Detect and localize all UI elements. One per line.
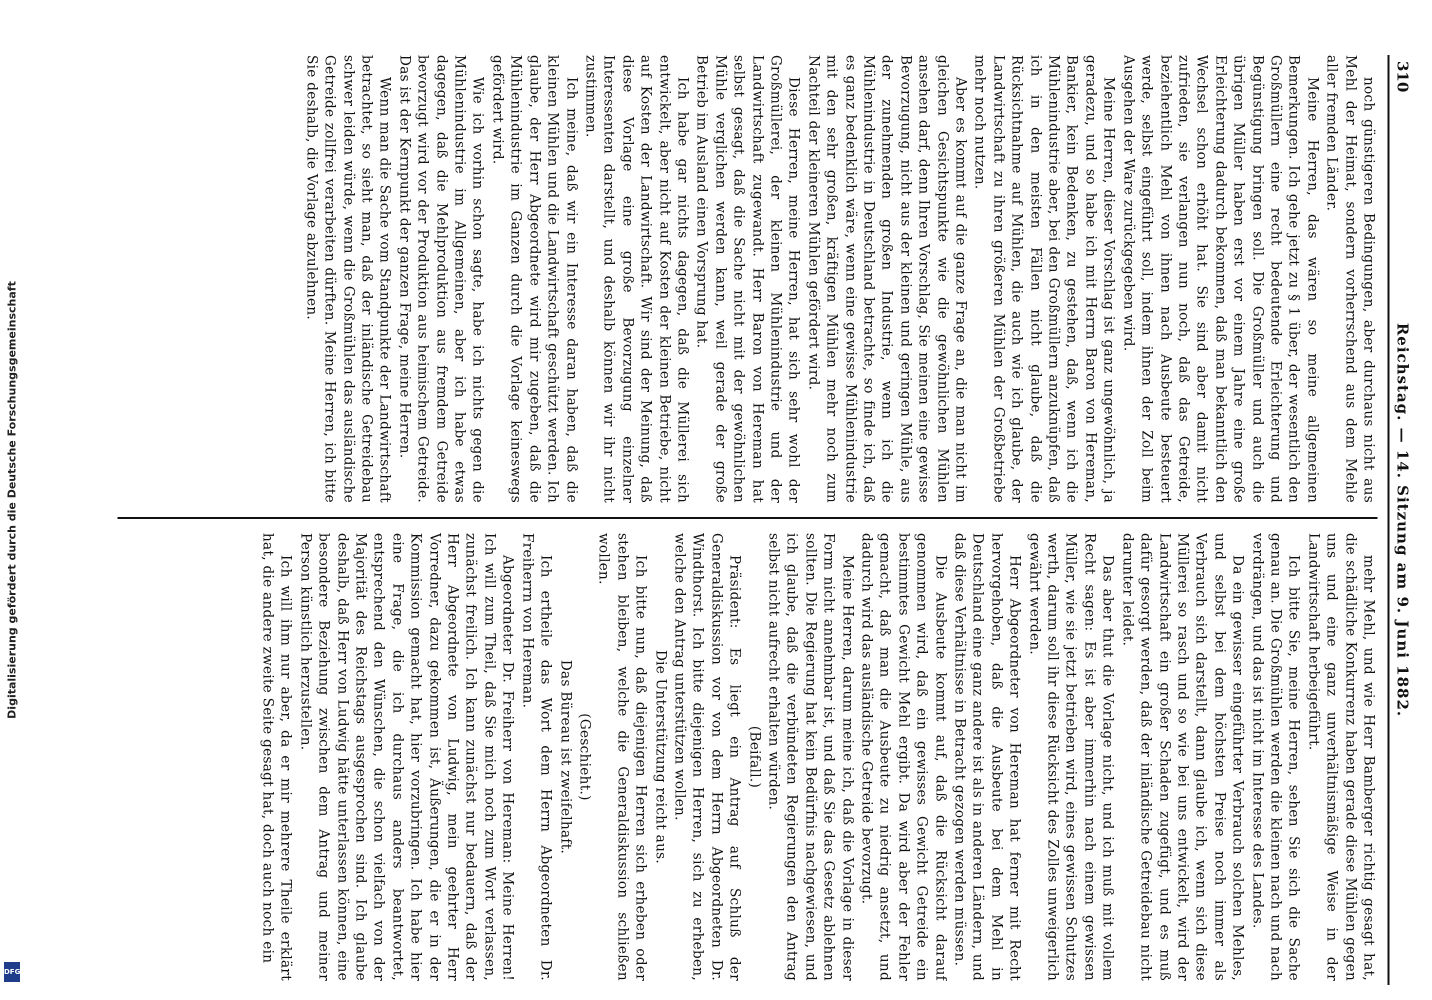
page-header (1387, 55, 1413, 985)
paragraph: Diese Herren, meine Herren, hat sich sehr wohl der Großmüllerei, der kleinen Mühlenindustrie und der Landwirtschaft zugewandt. Herr Baron von Hereman hat selbst gesagt, daß die Sache nicht mit der gewöhnlichen Mühle verglichen werden kann, weil gerade der große Betrieb im Ausland einen Vorsprung hat. (693, 55, 802, 503)
paragraph: Die Ausbeute kommt auf, daß die Rücksicht darauf genommen wird, daß ein gewisses Gewicht Getreide ein bestimmtes Gewicht Mehl ergibt. Da wird aber der Fehler gemacht, daß man die Ausbeute zu niedrig ansetzt, und dadurch wird das ausländische Getreide bevorzugt. (858, 533, 948, 981)
column-divider (117, 517, 1377, 519)
page-number: 310 (1393, 61, 1411, 93)
scanned-page (108, 55, 1413, 985)
paragraph: Das Büreau ist zweifelhaft. (556, 659, 573, 855)
paragraph: (Geschieht.) (575, 713, 592, 801)
paragraph: mehr Mehl, und wie Herr Bamberger richtig gesagt hat, die schädliche Konkurrenz haben gerade diese Mühlen gegen uns und eine ganz unverhältnismäßige Weise in der Landwirtschaft herbeigeführt. (1304, 533, 1376, 981)
paragraph: Präsident: Es liegt ein Antrag auf Schluß der Generaldiskussion vor von dem Herrn Abgeordneten Dr. Windthorst. Ich bitte diejenigen Herren, sich zu erheben, welche den Antrag unterstützen wollen. (670, 533, 743, 981)
paragraph: noch günstigeren Bedingungen, aber durchaus nicht aus Mehl der Heimat, sondern vorherrschend aus dem Mehle aller fremden Länder. (1323, 55, 1376, 503)
text-columns (112, 55, 1377, 985)
paragraph: Ich bitte Sie, meine Herren, sehen Sie sich die Sache genau an. Die Großmühlen werden die kleinen nach und nach verdrängen, und das ist nicht im Interesse des Landes. (1248, 533, 1302, 981)
paragraph: Ich ertheile das Wort dem Herrn Abgeordneten Dr. Freiherrn von Hereman. (518, 533, 554, 981)
paragraph: Ich bitte nun, daß diejenigen Herren sich erheben oder stehen bleiben, welche die Generaldiskussion schließen wollen. (595, 533, 649, 981)
paragraph: Aber es kommt auf die ganze Frage an, die man nicht im gleichen Gesichtspunkte wie die gewöhnlichen Mühlen ansehen darf, denn Ihren Vorschlag, Sie meinen eine gewisse Bevorzugung, nicht aus der kleinen und geringen Mühle, aus der zunehmenden großen Industrie, wenn ich die Mühlenindustrie in Deutschland betrachte, so finde ich, daß es ganz bedenklich wäre, wenn eine gewisse Mühlenindustrie mit den sehr großen, kräftigen Mühlen mehr noch zum Nachteil der kleineren Mühlen gefördert wird. (804, 55, 969, 503)
digitization-sidebar (0, 0, 24, 1000)
paragraph: Da ein gewisser eingeführter Verbrauch solchen Mehles, und selbst bei dem höchsten Preise noch immer als Verbrauch sich darstellt, dann glaube ich, wenn sich diese Müllerei so rasch und so wie bei uns entwickelt, wird der Landwirtschaft ein großer Schaden zugefügt, und es muß dafür gesorgt werden, daß der inländische Getreidebau nicht darunter leidet. (1118, 533, 1246, 981)
paragraph: Abgeordneter Dr. Freiherr von Hereman: Meine Herren! Ich will zum Theil, daß Sie mich noch zum Wort verlassen, zunächst freilich. Ich kann zunächst nur bedauern, daß der Herr Abgeordnete von Ludwig, mein geehrter Herr Vorredner, dazu gekommen ist, Äußerungen, die er in der Kommission gemacht hat, hier vorzubringen. Ich habe hier eine Frage, die ich durchaus anders beantwortet, entsprechend den Wünschen, die schon vielfach von der Majorität des Reichstags ausgesprochen sind. Ich glaube deshalb, daß Herr von Ludwig hätte unterlassen können, eine besondere Beziehung zwischen dem Antrag und meiner Person künstlich herzustellen. (296, 533, 516, 981)
left-column (117, 55, 1377, 503)
paragraph: Ich will ihm nur aber, da er mir mehrere Theile erklärt hat, die andere zweite Seite gesagt hat, doch auch noch ein (259, 533, 294, 981)
paragraph: Meine Herren, dieser Vorschlag ist ganz ungewöhnlich, ja geradezu, und so habe ich mit Herrn Baron von Hereman, Bankier, kein Bedenken, zu gestehen, daß, wenn ich die Mühlenindustrie aber, bei den Großmüllern anzuknüpfen, daß ich in den meisten Fällen nicht glaube, daß die Rücksichtnahme auf Mühlen, die auch wie ich glaube, der Landwirtschaft zu ihren größeren Mühlen der Großbetriebe mehr noch nutzen. (971, 55, 1117, 503)
digitization-credit: Digitalisierung gefördert durch die Deutsche Forschungsgemeinschaft (5, 281, 19, 719)
paragraph: (Beifall.) (745, 725, 762, 789)
paragraph: Herr Abgeordneter von Hereman hat ferner mit Recht hervorgehoben, daß die Ausbeute bei dem Mehl in Deutschland eine ganz andere ist als in anderen Ländern, und daß diese Verhältnisse in Betracht gezogen werden müssen. (951, 533, 1023, 981)
paragraph: Wie ich vorhin schon sagte, habe ich nichts gegen die Mühlenindustrie im Allgemeinen, aber ich habe etwas dagegen, daß die Mehlproduktion aus fremdem Getreide bevorzugt wird vor der Produktion aus heimischem Getreide. Das ist der Kernpunkt der ganzen Frage, meine Herren. (395, 55, 486, 503)
paragraph: Wenn man die Sache vom Standpunkte der Landwirtschaft betrachtet, so sieht man, daß der inländische Getreidebau schwer leiden würde, wenn die Großmühlen das ausländische Getreide zollfrei verarbeiten dürften. Meine Herren, ich bitte Sie deshalb, die Vorlage abzulehnen. (302, 55, 393, 503)
paragraph: Die Unterstützung reicht aus. (651, 649, 668, 865)
right-column (117, 533, 1377, 981)
paragraph: Ich meine, daß wir ein Interesse daran haben, daß die kleinen Mühlen und die Landwirtschaft geschützt werden. Ich glaube, der Herr Abgeordnete wird mir zugeben, daß die Mühlenindustrie im Ganzen durch die Vorlage keineswegs gefördert wird. (488, 55, 579, 503)
paragraph: Meine Herren, das wären so meine allgemeinen Bemerkungen. Ich gehe jetzt zu § 1 über, der wesentlich den Großmüllern eine recht bedeutende Erleichterung und Begünstigung bringen soll. Die Großmüller und auch die übrigen Müller haben erst vor einem Jahre eine große Erleichterung dadurch bekommen, daß man bekanntlich den Wechsel schon erhöht hat. Sie sind aber damit nicht zufrieden, sie verlangen nun noch, daß das Getreide, beziehentlich Mehl von ihnen nach Ausbeute besteuert werde, selbst eingeführt soll, indem ihnen der Zoll beim Ausgehen der Ware zurückgegeben wird. (1119, 55, 1320, 503)
paragraph: Ich habe gar nichts dagegen, daß die Müllerei sich entwickelt, aber nicht auf Kosten der kleinen Betriebe, nicht auf Kosten der Landwirtschaft. Wir sind der Meinung, daß diese Vorlage eine große Bevorzugung einzelner Interessenten darstellt, und deshalb können wir ihr nicht zustimmen. (581, 55, 690, 503)
paragraph: Das aber thut die Vorlage nicht, und ich muß mit vollem Recht sagen: Es ist aber immerhin nach einem gewissen Müller, wie sie jetzt betrieben wird, eines gewissen Schutzes werth, darum soll ihr diese Rücksicht des Zolles unweigerlich gewährt werden. (1025, 533, 1116, 981)
rotated-page-content (108, 55, 1413, 985)
dfg-logo: DFG (4, 962, 20, 982)
page-title: Reichstag. — 14. Sitzung am 9. Juni 1882. (1393, 322, 1411, 718)
paragraph: Meine Herren, darum meine ich, daß die Vorlage in dieser Form nicht annehmbar ist, und daß Sie das Gesetz ablehnen sollten. Die Regierung hat kein Bedürfnis nachgewiesen, und ich glaube, daß die verbündeten Regierungen den Antrag selbst nicht aufrecht erhalten würden. (765, 533, 855, 981)
